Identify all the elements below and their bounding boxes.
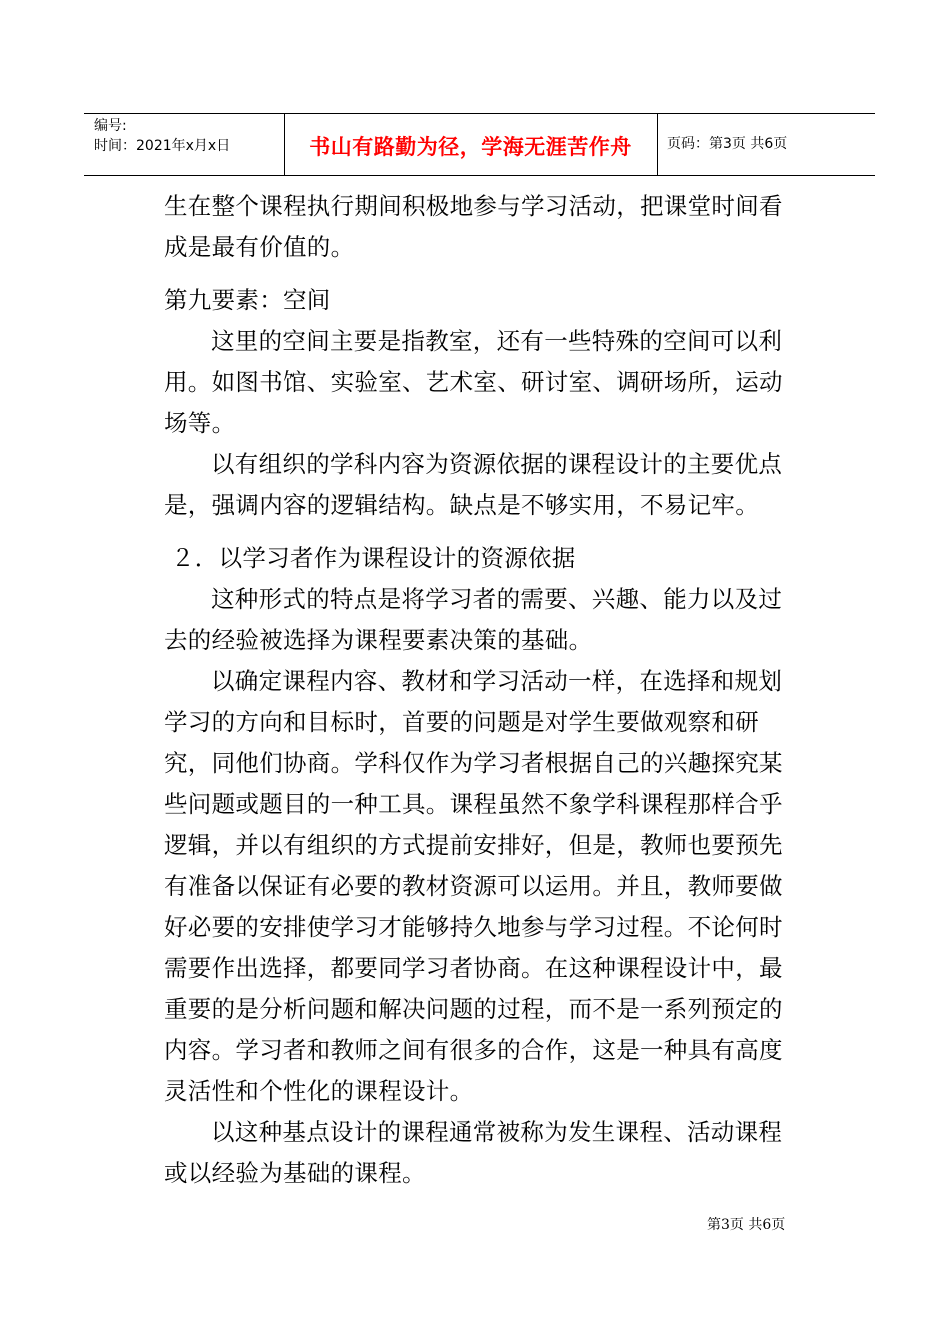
- header-motto: 书山有路勤为径，学海无涯苦作舟: [309, 135, 632, 159]
- paragraph: 这种形式的特点是将学习者的需要、兴趣、能力以及过去的经验被选择为课程要素决策的基础。: [164, 585, 783, 654]
- date-label: 时间：2021年x月x日: [94, 138, 231, 154]
- paragraph: 生在整个课程执行期间积极地参与学习活动，把课堂时间看成是最有价值的。: [164, 192, 783, 261]
- paragraph: 以这种基点设计的课程通常被称为发生课程、活动课程或以经验为基础的课程。: [164, 1118, 783, 1187]
- paragraph: 以有组织的学科内容为资源依据的课程设计的主要优点是，强调内容的逻辑结构。缺点是不够实用，不易记牢。: [164, 450, 783, 519]
- paragraph: 以确定课程内容、教材和学习活动一样，在选择和规划学习的方向和目标时，首要的问题是对学生要做观察和研究，同他们协商。学科仅作为学习者根据自己的兴趣探究某些问题或题目的一种工具。课程虽然不象学科课程那样合乎逻辑，并以有组织的方式提前安排好，但是，教师也要预先有准备以保证有必要的教材资源可以运用。并且，教师要做好必要的安排使学习才能够持久地参与学习过程。不论何时需要作出选择，都要同学习者协商。在这种课程设计中，最重要的是分析问题和解决问题的过程，而不是一系列预定的内容。学习者和教师之间有很多的合作，这是一种具有高度灵活性和个性化的课程设计。: [164, 667, 783, 1105]
- paragraph: 这里的空间主要是指教室，还有一些特殊的空间可以利用。如图书馆、实验室、艺术室、研讨室、调研场所，运动场等。: [164, 327, 783, 437]
- document-body: [164, 186, 794, 1194]
- section-heading: 第九要素：空间: [164, 286, 331, 314]
- section-heading: ２．以学习者作为课程设计的资源依据: [171, 544, 576, 572]
- header-page-info: 页码：第3页 共6页: [667, 136, 788, 152]
- header-table: [84, 113, 875, 176]
- header-divider: [657, 114, 658, 175]
- footer-page-info: 第3页 共6页: [707, 1217, 786, 1233]
- number-label: 编号:: [94, 118, 127, 134]
- header-meta: [94, 116, 230, 156]
